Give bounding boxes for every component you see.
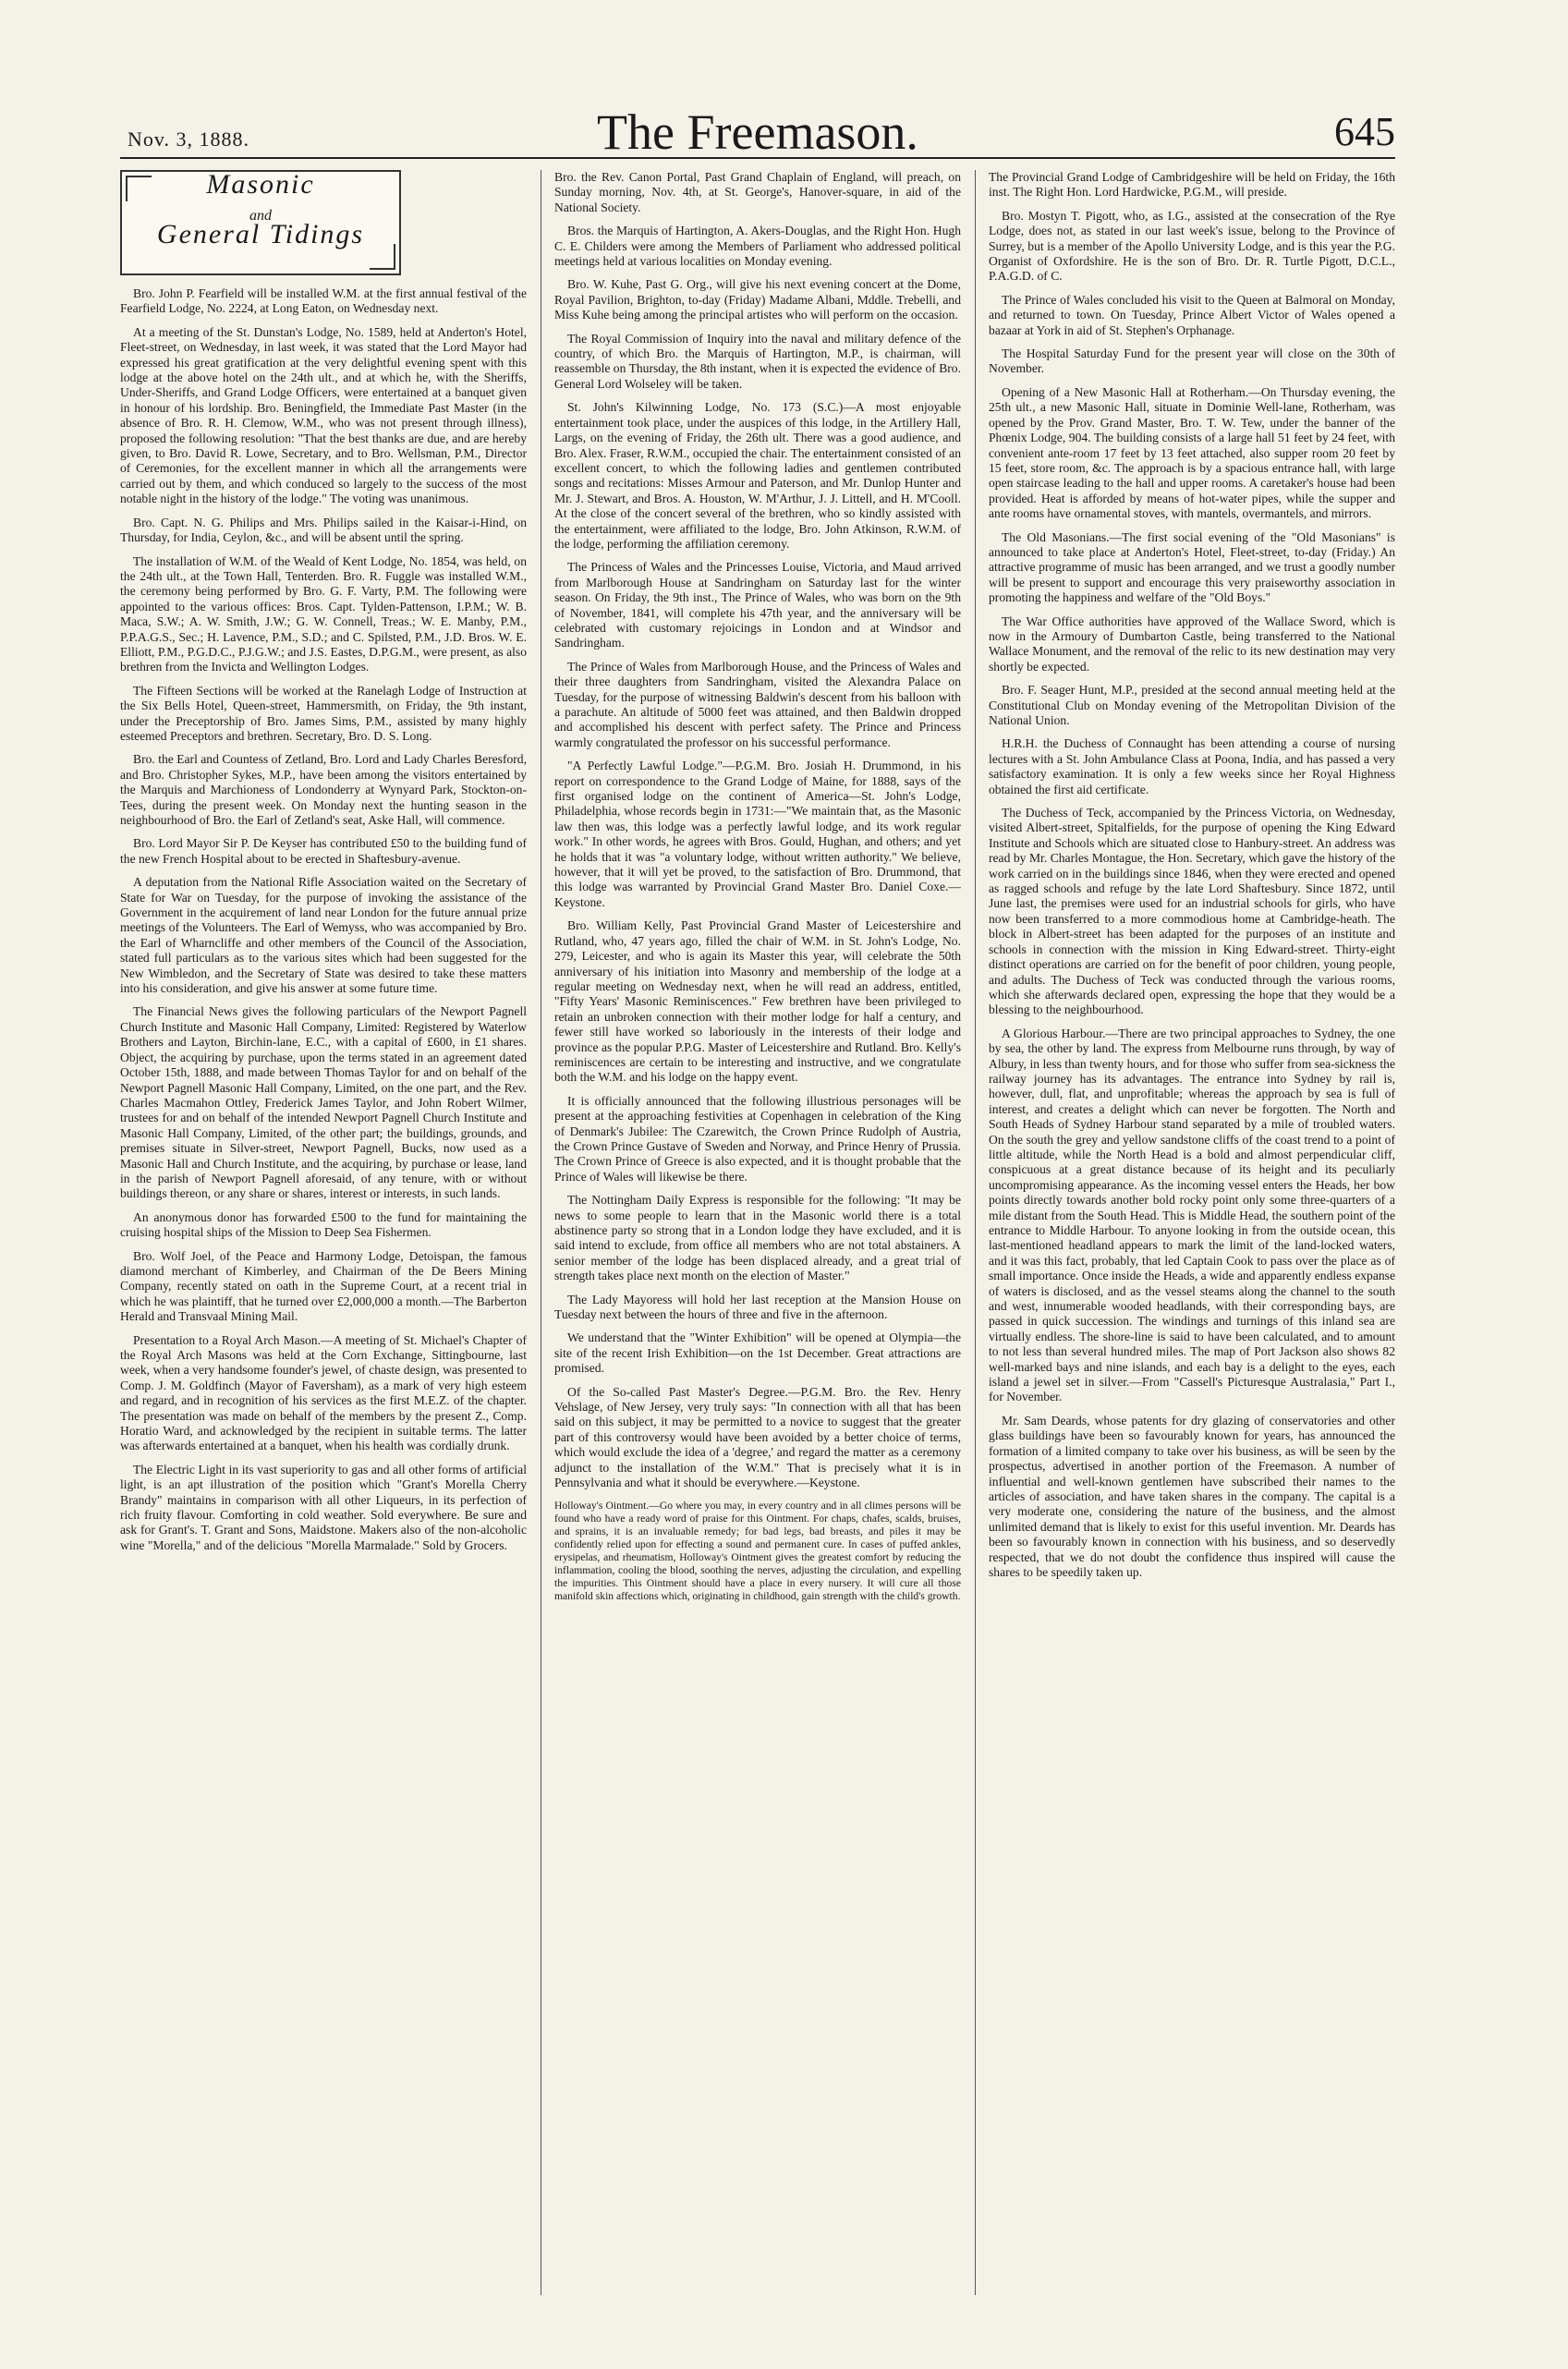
article-paragraph: The Provincial Grand Lodge of Cambridgeshire will be held on Friday, the 16th inst. The Right Hon. Lord Hardwicke, P.G.M., will preside. [989,170,1395,200]
article-paragraph: The Prince of Wales from Marlborough House, and the Princess of Wales and their three daughters from Sandringham, visited the Alexandra Palace on Tuesday, for the purpose of witnessing Baldwin's descent from his balloon with a parachute. An altitude of 5000 feet was attained, and then Baldwin dropped and accomplished his descent with perfect safety. The Prince and Princess warmly congratulated the professor on his successful performance. [554,659,961,749]
article-paragraph: A deputation from the National Rifle Association waited on the Secretary of State for War on Tuesday, for the purpose of invoking the assistance of the Government in the acquirement of land near London for the future annual prize meetings of the Volunteers. The Earl of Wemyss, who was accompanied by Bro. the Earl of Wharncliffe and other members of the Council of the Association, stated full particulars as to the various sites which had been suggested for the New Wimbledon, and the Secretary of State was desired to take these matters into his consideration, and give his answer at some future time. [120,875,527,996]
article-paragraph: Bro. the Earl and Countess of Zetland, Bro. Lord and Lady Charles Beresford, and Bro. Christopher Sykes, M.P., have been among the visitors entertained by the Marquis and Marchioness of Londonderry at Wynyard Park, Stockton-on-Tees, during the present week. On Monday next the hunting season in the neighbourhood of Bro. the Earl of Zetland's seat, Aske Hall, will commence. [120,752,527,827]
article-paragraph: The Electric Light in its vast superiority to gas and all other forms of artificial light, is an apt illustration of the position which "Grant's Morella Cherry Brandy" maintains in comparison with all other Liqueurs, in its perfection of rich fruity flavour. Comforting in cold weather. Sold everywhere. Be sure and ask for Grant's. T. Grant and Sons, Maidstone. Makers also of the non-alcoholic wine "Morella," and of the delicious "Morella Marmalade." Sold by Grocers. [120,1462,527,1552]
column-2 [554,170,961,2295]
article-paragraph: The Princess of Wales and the Princesses Louise, Victoria, and Maud arrived from Marlborough House at Sandringham on Saturday last for the winter season. On Friday, the 9th inst., The Prince of Wales, who was born on the 9th of November, 1841, will complete his 47th year, and the anniversary will be celebrated with customary rejoicings in London and at Windsor and Sandringham. [554,560,961,650]
article-paragraph: Bro. W. Kuhe, Past G. Org., will give his next evening concert at the Dome, Royal Pavilion, Brighton, to-day (Friday) Madame Albani, Mddle. Trebelli, and Miss Kuhe being among the principal artistes who will perform on the occasion. [554,277,961,322]
article-paragraph: Bro. William Kelly, Past Provincial Grand Master of Leicestershire and Rutland, who, 47 years ago, filled the chair of W.M. in St. John's Lodge, No. 279, Leicester, and who is again its Master this year, will celebrate the 50th anniversary of his initiation into Masonry and membership of the lodge at a regular meeting on Wednesday next, when he will read an address, entitled, "Fifty Years' Masonic Reminiscences." Few brethren have been privileged to retain an unbroken connection with their mother lodge for half a century, and fewer still have worked so laboriously in the interests of their lodge and province as the popular P.P.G. Master of Leicestershire and Rutland. Bro. Kelly's reminiscences are certain to be interesting and instructive, and we congratulate both the W.M. and his lodge on the happy event. [554,918,961,1085]
article-paragraph: H.R.H. the Duchess of Connaught has been attending a course of nursing lectures with a St. John Ambulance Class at Poona, India, and has passed a very satisfactory examination. It is only a few weeks since her Royal Highness obtained the first aid certificate. [989,736,1395,796]
advertisement-paragraph: Holloway's Ointment.—Go where you may, in every country and in all climes persons will be found who have a ready word of praise for this Ointment. For chaps, chafes, scalds, bruises, and sprains, it is an invaluable remedy; for bad legs, bad breasts, and piles it may be confidently relied upon for effecting a sound and permanent cure. In cases of puffed ankles, erysipelas, and rheumatism, Holloway's Ointment gives the greatest comfort by reducing the inflammation, cooling the blood, soothing the nerves, adjusting the circulation, and expelling the impurities. This Ointment should have a place in every nursery. It will cure all those manifold skin affections which, originating in childhood, gain strength with the child's growth. [554,1499,961,1602]
article-paragraph: The Old Masonians.—The first social evening of the "Old Masonians" is announced to take place at Anderton's Hotel, Fleet-street, to-day (Friday.) An attractive programme of music has been arranged, and we trust a goodly number will be present to support and encourage this very praiseworthy association in promoting the happiness and welfare of the "Old Boys." [989,529,1395,605]
article-paragraph: Bro. the Rev. Canon Portal, Past Grand Chaplain of England, will preach, on Sunday morning, Nov. 4th, at St. George's, Hanover-square, in aid of the National Society. [554,170,961,214]
article-paragraph: Bro. John P. Fearfield will be installed W.M. at the first annual festival of the Fearfield Lodge, No. 2224, at Long Eaton, on Wednesday next. [120,286,527,316]
article-paragraph: An anonymous donor has forwarded £500 to the fund for maintaining the cruising hospital ships of the Mission to Deep Sea Fishermen. [120,1209,527,1240]
article-paragraph: The War Office authorities have approved of the Wallace Sword, which is now in the Armoury of Dumbarton Castle, being transferred to the National Wallace Monument, and the removal of the relic to its new destination may very shortly be expected. [989,614,1395,674]
banner-line-2: and [249,208,272,224]
article-paragraph: Bro. Wolf Joel, of the Peace and Harmony Lodge, Detoispan, the famous diamond merchant of Kimberley, and Chairman of the De Beers Mining Company, recently stated on oath in the Supreme Court, at a recent trial in which he was plaintiff, that he turned over £2,000,000 a month.—The Barberton Herald and Transvaal Mining Mail. [120,1248,527,1324]
masthead [120,104,1395,160]
page-number: 645 [1334,109,1395,154]
article-paragraph: The installation of W.M. of the Weald of Kent Lodge, No. 1854, was held, on the 24th ult., at the Town Hall, Tenterden. Bro. R. Fuggle was installed W.M., the ceremony being performed by Bro. G. F. Varty, P.M. The following were appointed to the various offices: Bros. Capt. Tylden-Pattenson, I.P.M.; W. B. Maca, S.W.; A. W. Smith, J.W.; G. W. Connell, Treas.; W. E. Manby, P.M., P.P.A.G.S., Sec.; H. Lavence, P.M., S.D.; and C. Spilsted, P.M., J.D. Bros. W. E. Elliott, P.M., P.G.D.C., P.J.G.W.; and J.S. Eastes, D.P.G.M., were present, as also brethren from the Invicta and Wellington Lodges. [120,553,527,674]
article-paragraph: "A Perfectly Lawful Lodge."—P.G.M. Bro. Josiah H. Drummond, in his report on correspondence to the Grand Lodge of Maine, for 1888, says of the first organised lodge on the continent of America—St. John's Lodge, Philadelphia, whose records begin in 1731:—"We maintain that, as the Masonic law then was, this lodge was a perfectly lawful lodge, and its work regular work." In other words, he agrees with Bros. Gould, Hughan, and others; and yet he holds that it was "a voluntary lodge, without written authority." We believe, however, that it will yet be proved, to the satisfaction of Bro. Drummond, that this lodge was warranted by Provincial Grand Master Bro. Daniel Coxe.—Keystone. [554,759,961,909]
article-paragraph: A Glorious Harbour.—There are two principal approaches to Sydney, the one by sea, the other by land. The express from Melbourne runs through, by way of Albury, in less than twenty hours, and for those who suffer from sea-sickness the railway journey has its advantages. The entrance into Sydney by rail is, however, dull, flat, and unprofitable; whereas the approach by sea is full of interest, and creates a delight which can never be forgotten. The North and South Heads of Sydney Harbour stand separated by a mile of troubled waters. On the south the grey and yellow sandstone cliffs of the coast trend to a point of little altitude, while the North Head is a bold and almost perpendicular cliff, conspicuous at a great distance because of its height and its peculiarly uncompromising appearance. As the incoming vessel enters the Heads, her bow points directly towards another bold rocky point only some three-quarters of a mile distant from the South Head. This is Middle Head, the southern point of the entrance to Middle Harbour. To anyone looking in from the outside ocean, this last-mentioned headland appears to mark the limit of the land-locked waters, and it was this fact, probably, that led Captain Cook to pass over the place as of small importance. Once inside the Heads, a wide and apparently endless expanse of waters is disclosed, and as the vessel steams along the channel to the south and west, innumerable wooded headlands, with their corresponding bays, are passed in quick succession. The windings and turnings of this inland sea are virtually endless. The shore-line is said to have been calculated, and to amount to not less than several hundred miles. The map of Port Jackson also shows 82 well-marked bays and nine islands, and each bay is a delight to the eyes, each island a jewel set in silver.—From "Cassell's Picturesque Australasia," Part I., for November. [989,1026,1395,1404]
ornament-corner-icon [370,244,395,270]
article-paragraph: St. John's Kilwinning Lodge, No. 173 (S.C.)—A most enjoyable entertainment took place, under the auspices of this lodge, in the Artillery Hall, Largs, on the evening of Friday, the 26th ult. There was a good audience, and Bro. Alex. Fraser, R.W.M., occupied the chair. The entertainment consisted of an excellent concert, to which the following ladies and gentlemen contributed songs and recitations: Misses Armour and Paterson, and Mr. Dunlop Hunter and Mr. J. Stewart, and Bros. A. Houston, W. M'Arthur, J. J. Littell, and H. M'Cooll. At the close of the concert several of the brethren, who so kindly assisted with the entertainment, were affiliated to the lodge, Bro. John Atkinson, R.W.M. of the lodge, performing the affiliation ceremony. [554,400,961,551]
article-paragraph: Opening of a New Masonic Hall at Rotherham.—On Thursday evening, the 25th ult., a new Masonic Hall, situate in Dominie Well-lane, Rotherham, was opened by the Prov. Grand Master, Bro. T. W. Tew, under the banner of the Phœnix Lodge, 904. The building consists of a large hall 51 feet by 24 feet, with convenient ante-room 17 feet by 13 feet attached, also supper room 20 feet by 15 feet, store room, &c. The approach is by a spacious entrance hall, with large open staircase leading to the hall and upper rooms. A caretaker's house had been provided. Heat is afforded by means of hot-water pipes, while the supper and ante rooms have ornamental stoves, with mantels, overmantels, and mirrors. [989,384,1395,521]
article-paragraph: The Royal Commission of Inquiry into the naval and military defence of the country, of which Bro. the Marquis of Hartington, M.P., is chairman, will reassemble on Thursday, the 8th instant, when it is expected the evidence of Bro. General Lord Wolseley will be taken. [554,331,961,391]
article-paragraph: Presentation to a Royal Arch Mason.—A meeting of St. Michael's Chapter of the Royal Arch Masons was held at the Corn Exchange, Sittingbourne, last week, when a very handsome founder's jewel, of chaste design, was presented to Comp. J. M. Goldfinch (Mayor of Faversham), as a mark of very high esteem and regard, and in recognition of his services as the first M.E.Z. of the chapter. The presentation was made on behalf of the members by the present Z., Comp. Horatio Ward, and acknowledged by the recipient in suitable terms. The latter was afterwards entertained at a banquet, when his health was cordially drunk. [120,1332,527,1453]
article-paragraph: Of the So-called Past Master's Degree.—P.G.M. Bro. the Rev. Henry Vehslage, of New Jersey, very truly says: "In connection with all that has been said on this subject, it may be permitted to a novice to suggest that the greater part of this controversy would have been avoided by a better choice of terms, which would exclude the idea of a 'degree,' and regard the matter as a ceremony adjunct to the installation of the W.M." That is precisely what it is in Pennsylvania and what it should be everywhere.—Keystone. [554,1384,961,1490]
newspaper-page [120,104,1395,2310]
article-paragraph: The Nottingham Daily Express is responsible for the following: "It may be news to some people to learn that in the Masonic world there is a total abstinence party so strong that in a London lodge they have excluded, and it is said intend to exclude, from office all members who are not total abstainers. A senior member of the lodge has been displaced already, and a great trial of strength takes place next month on the election of Master." [554,1193,961,1283]
article-paragraph: Bro. F. Seager Hunt, M.P., presided at the second annual meeting held at the Constitutional Club on Monday evening of the Metropolitan Division of the National Union. [989,683,1395,727]
column-1 [120,170,527,2295]
newspaper-title: The Freemason. [597,104,918,160]
article-paragraph: The Prince of Wales concluded his visit to the Queen at Balmoral on Monday, and returned to town. On Tuesday, Prince Albert Victor of Wales opened a bazaar at York in aid of St. Stephen's Orphanage. [989,292,1395,337]
section-banner [120,170,401,275]
issue-date: Nov. 3, 1888. [128,128,249,151]
column-3 [989,170,1395,2295]
article-paragraph: Bro. Capt. N. G. Philips and Mrs. Philips sailed in the Kaisar-i-Hind, on Thursday, for India, Ceylon, &c., and will be absent until the spring. [120,515,527,545]
article-paragraph: Bro. Mostyn T. Pigott, who, as I.G., assisted at the consecration of the Rye Lodge, does not, as stated in our last week's issue, belong to the Province of Surrey, but is a member of the Apollo University Lodge, and is this year the P.G. Organist of Oxfordshire. He is the son of Bro. Dr. R. Turtle Pigott, D.C.L., P.A.G.D. of C. [989,208,1395,284]
article-paragraph: The Duchess of Teck, accompanied by the Princess Victoria, on Wednesday, visited Albert-street, Spitalfields, for the purpose of opening the King Edward Institute and Schools which are situated close to Hanbury-street. An address was read by Mr. Charles Montague, the Hon. Secretary, which gave the history of the work carried on in the buildings since 1846, when they were erected and opened as ragged schools and refuge by the late Lord Shaftesbury. Since 1872, until June last, the premises were used for an industrial schools for girls, who have now been transferred to a more commodious home at Cambridge-heath. The block in Albert-street has been adapted for the purposes of an institute and schools in connection with the mission in King Edward-street. Thirty-eight distinct operations are carried on for the benefit of poor children, young people, and adults. The Duchess of Teck was conducted through the various rooms, which she afterwards declared open, expressing the hope that they would be a blessing to the neighbourhood. [989,806,1395,1017]
article-paragraph: Bro. Lord Mayor Sir P. De Keyser has contributed £50 to the building fund of the new French Hospital about to be erected in Shaftesbury-avenue. [120,836,527,866]
banner-line-1: Masonic [206,170,315,200]
article-paragraph: The Hospital Saturday Fund for the present year will close on the 30th of November. [989,346,1395,376]
article-paragraph: It is officially announced that the following illustrious personages will be present at the approaching festivities at Copenhagen in celebration of the King of Denmark's Jubilee: The Czarewitch, the Crown Prince Rudolph of Austria, the Crown Prince Gustave of Sweden and Norway, and Prince Henry of Prussia. The Crown Prince of Greece is also expected, and it is thought probable that the Prince of Wales will likewise be there. [554,1093,961,1184]
article-paragraph: The Financial News gives the following particulars of the Newport Pagnell Church Institute and Masonic Hall Company, Limited: Registered by Waterlow Brothers and Layton, Birchin-lane, E.C., with a capital of £600, in £1 shares. Object, the acquiring by purchase, upon the terms stated in an agreement dated October 15th, 1888, and made between Thomas Taylor for and on behalf of the Newport Pagnell Masonic Hall Company, Limited, on the one part, and the Rev. Charles Macmahon Ottley, Frederick James Taylor, and John Robert Wilmer, trustees for and on behalf of the intended Newport Pagnell Church Institute and Masonic Hall Company, Limited, of the other part; the buildings, grounds, and premises situate in Silver-street, Newport Pagnell, Bucks, now used as a Masonic Hall and Church Institute, and the acquiring, by purchase or lease, land in the parish of Newport Pagnell aforesaid, of any tenure, with or without buildings thereon, or any share or shares, interest or interests, in such lands. [120,1004,527,1201]
article-paragraph: The Fifteen Sections will be worked at the Ranelagh Lodge of Instruction at the Six Bells Hotel, Queen-street, Hammersmith, on Friday, the 9th instant, under the Preceptorship of Bro. James Sims, P.M., assisted by many highly esteemed Preceptors and brethren. Secretary, Bro. D. S. Long. [120,683,527,743]
column-rule [975,170,976,2295]
article-paragraph: Bros. the Marquis of Hartington, A. Akers-Douglas, and the Right Hon. Hugh C. E. Childers were among the Members of Parliament who addressed political meetings held at various localities on Monday evening. [554,224,961,269]
article-paragraph: The Lady Mayoress will hold her last reception at the Mansion House on Tuesday next between the hours of three and five in the afternoon. [554,1292,961,1322]
article-paragraph: Mr. Sam Deards, whose patents for dry glazing of conservatories and other glass buildings have been so favourably known for years, has announced the formation of a limited company to take over his business, as will be seen by the prospectus, advertised in another portion of the Freemason. A number of influential and well-known gentlemen have subscribed their names to the articles of association, and have taken shares in the company. The capital is a very moderate one, considering the nature of the business, and the almost unlimited demand that is likely to exist for this useful invention. Mr. Deards has been so favourably known in connection with his business, and so deservedly respected, that we do not doubt the confidence thus inspired will cause the shares to be speedily taken up. [989,1413,1395,1579]
columns [120,170,1395,2295]
banner-line-3: General Tidings [156,219,365,249]
article-paragraph: At a meeting of the St. Dunstan's Lodge, No. 1589, held at Anderton's Hotel, Fleet-street, on Wednesday, in last week, it was stated that the Lord Mayor had expressed his great gratification at the very delightful evening spent with this lodge at the above hotel on the 24th ult., and at which he, with the Sheriffs, Under-Sheriffs, and Grand Lodge Officers, were entertained at a banquet given in honour of his lordship. Bro. Beningfield, the Immediate Past Master (in the absence of Bro. R. H. Clemow, W.M., who was not present through illness), proposed the following resolution: "That the best thanks are due, and are hereby given, to Bro. David R. Lowe, Secretary, and to Bro. Wellsman, P.M., Director of Ceremonies, for the excellent manner in which all the arrangements were carried out by them, and which conduced so largely to the success of the most notable night in the history of the lodge." The voting was unanimous. [120,324,527,506]
article-paragraph: We understand that the "Winter Exhibition" will be opened at Olympia—the site of the recent Irish Exhibition—on the 1st December. Great attractions are promised. [554,1330,961,1376]
